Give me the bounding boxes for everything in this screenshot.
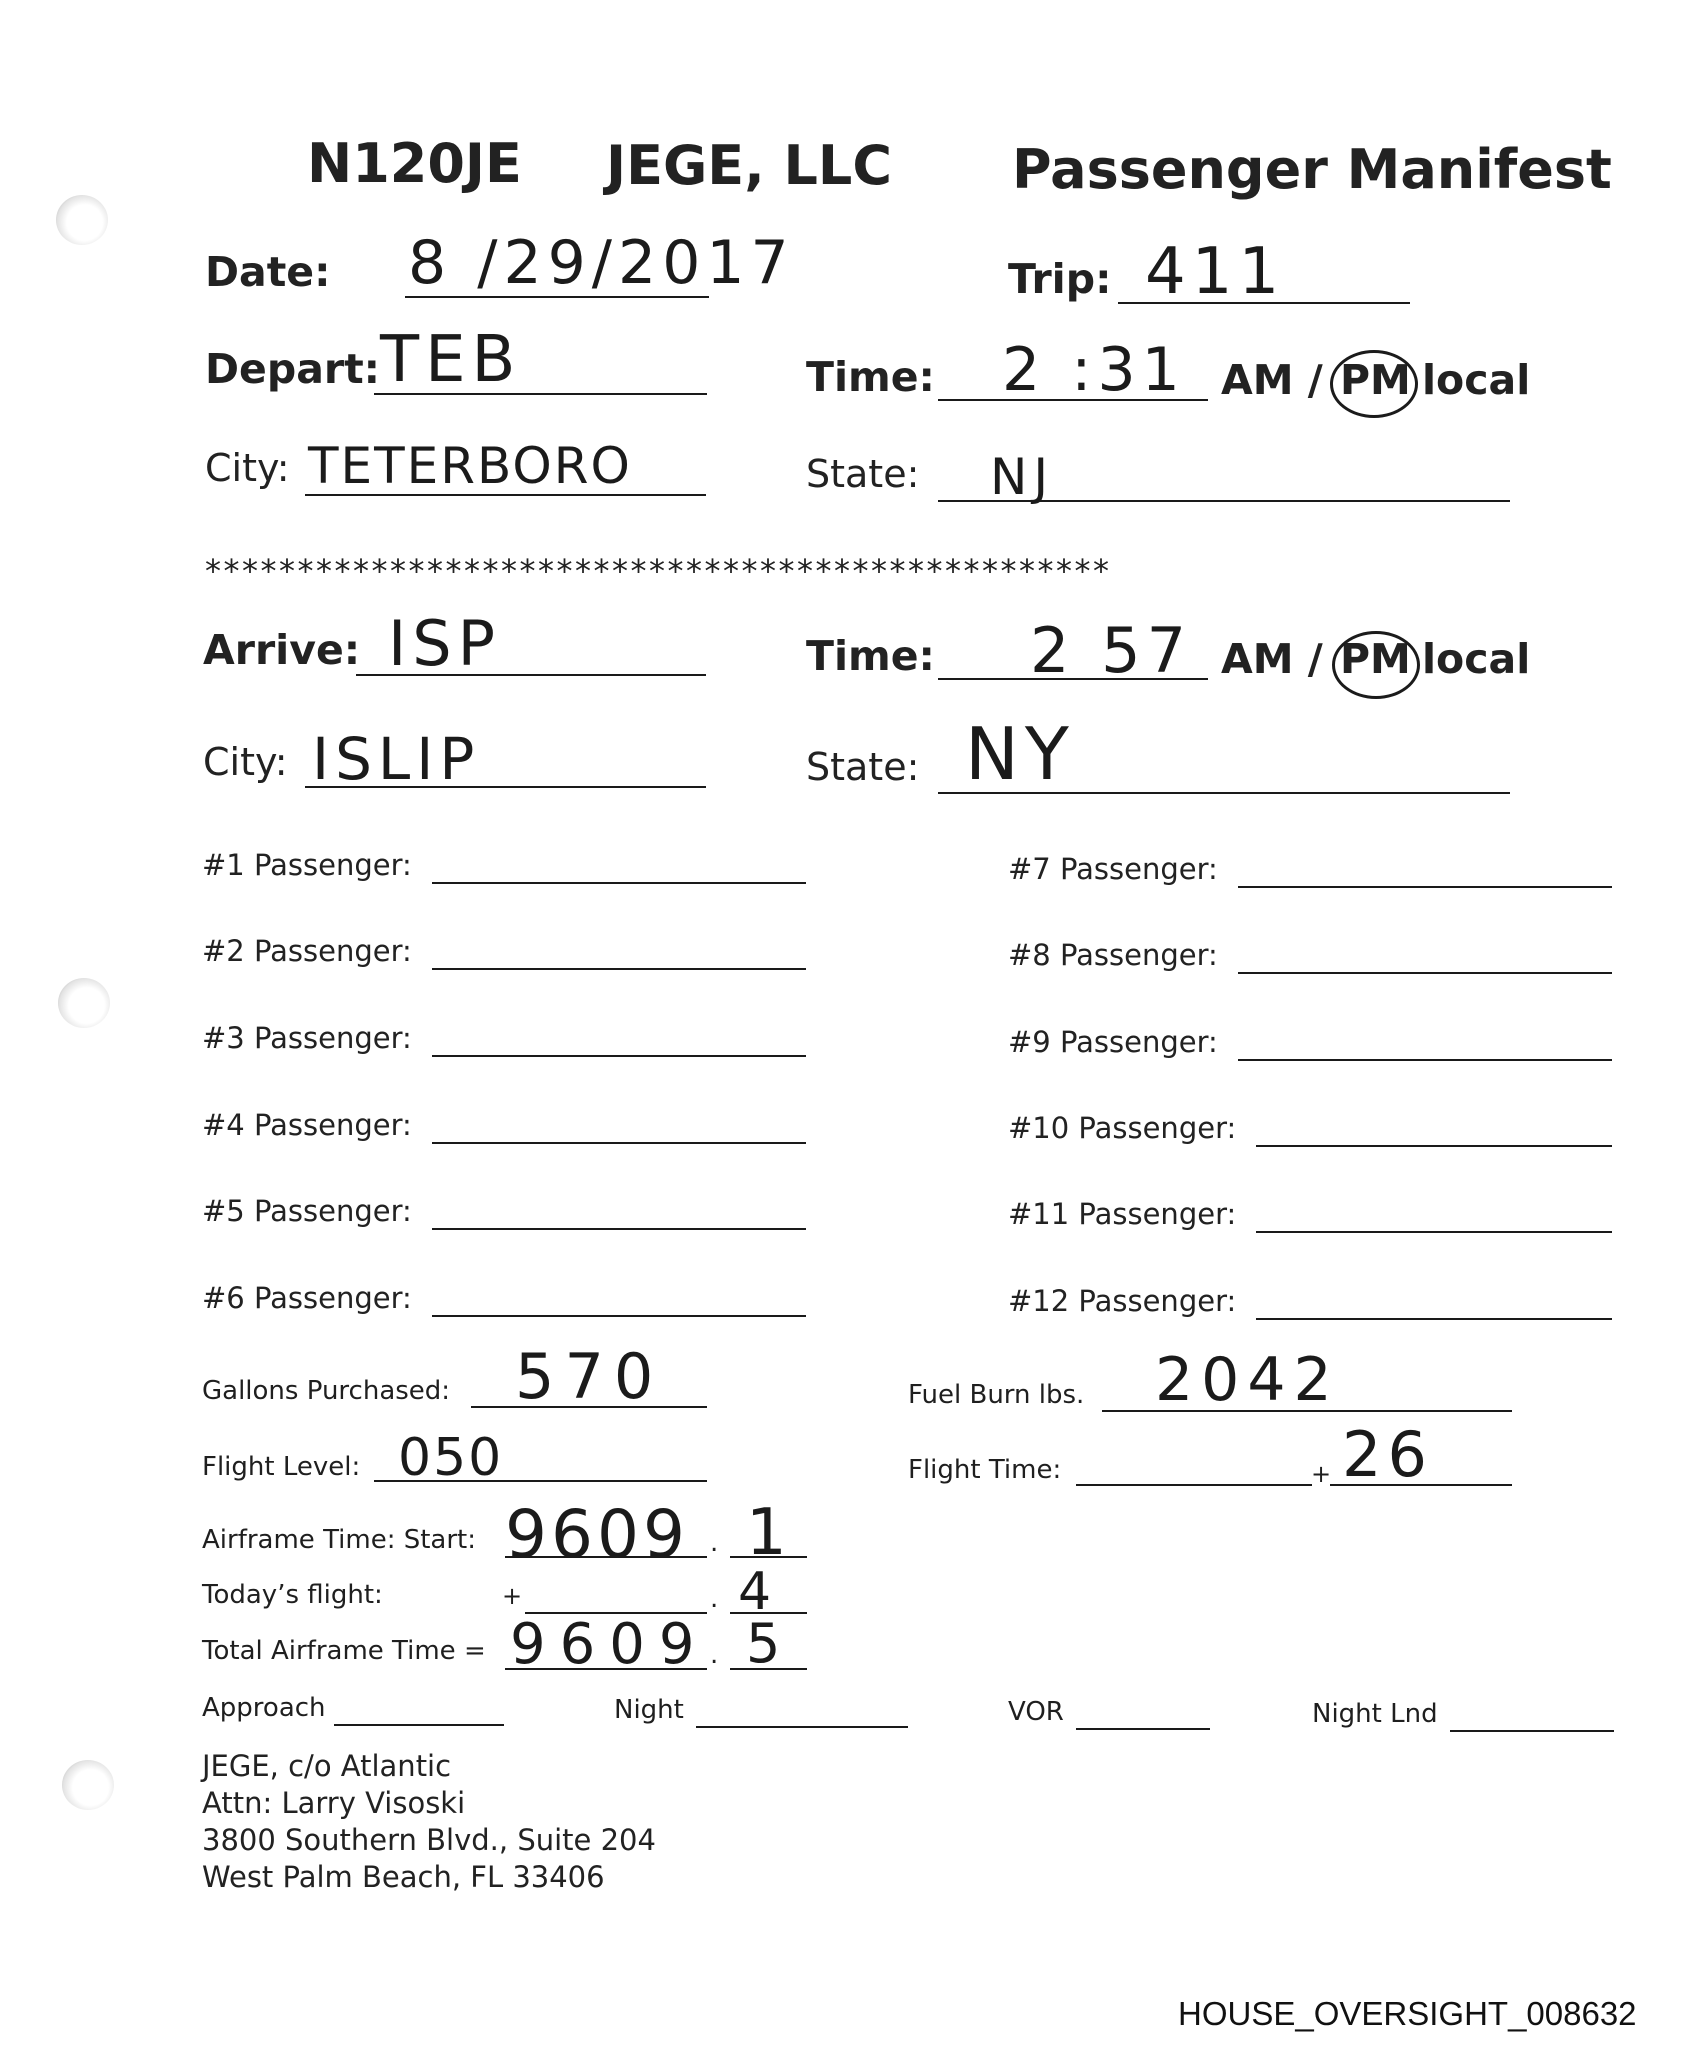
vor-label: VOR [1008,1697,1064,1727]
fuel-burn-handwritten[interactable]: 2042 [1155,1345,1340,1415]
total-airframe-whole-handwritten[interactable]: 9609 [510,1612,709,1677]
passenger-8-label: #8 Passenger: [1008,938,1218,972]
approach-field-line[interactable] [334,1724,504,1726]
address-line-4: West Palm Beach, FL 33406 [202,1860,605,1894]
arrive-label: Arrive: [203,626,361,674]
passenger-10-label: #10 Passenger: [1008,1111,1237,1145]
arrive-local-label: local [1422,635,1531,683]
depart-state-label: State: [806,452,920,496]
approach-label: Approach [202,1693,326,1723]
binder-hole-top [56,195,108,245]
depart-pm-circle [1330,350,1418,418]
todays-flight-dot: . [710,1584,719,1614]
vor-field-line[interactable] [1076,1728,1210,1730]
binder-hole-bottom [62,1760,114,1810]
arrive-time-handwritten[interactable]: 2 57 [1030,614,1193,687]
depart-local-label: local [1422,356,1531,404]
passenger-6-line[interactable] [432,1315,806,1317]
passenger-8-line[interactable] [1238,972,1612,974]
passenger-4-line[interactable] [432,1142,806,1144]
night-label: Night [614,1695,684,1725]
arrive-am-label: AM / [1221,635,1323,683]
flight-time-label: Flight Time: [908,1455,1062,1485]
depart-city-handwritten[interactable]: TETERBORO [308,437,632,495]
depart-city-label: City: [205,446,290,490]
night-field-line[interactable] [696,1726,908,1728]
flight-level-label: Flight Level: [202,1452,361,1482]
todays-flight-tenth-handwritten[interactable]: 4 [738,1562,778,1622]
night-landing-label: Night Lnd [1312,1699,1438,1729]
fuel-burn-label: Fuel Burn lbs. [908,1380,1085,1410]
todays-flight-plus: + [502,1582,523,1610]
total-airframe-dot: . [710,1640,719,1670]
total-airframe-label: Total Airframe Time = [202,1636,486,1666]
form-title: Passenger Manifest [1012,138,1612,201]
night-landing-field-line[interactable] [1450,1730,1614,1732]
passenger-6-label: #6 Passenger: [202,1281,412,1315]
depart-handwritten[interactable]: TEB [380,323,522,397]
arrive-city-label: City: [203,740,288,784]
passenger-3-label: #3 Passenger: [202,1021,412,1055]
flight-time-hours-line [1076,1484,1312,1486]
passenger-12-label: #12 Passenger: [1008,1284,1237,1318]
depart-state-handwritten[interactable]: NJ [990,448,1055,506]
passenger-10-line[interactable] [1256,1145,1612,1147]
depart-time-label: Time: [806,353,935,401]
gallons-handwritten[interactable]: 570 [515,1340,664,1413]
arrive-state-handwritten[interactable]: NY [965,712,1075,796]
date-handwritten[interactable]: 8 /29/2017 [408,228,795,298]
total-airframe-tenth-handwritten[interactable]: 5 [746,1612,787,1675]
flight-time-plus: + [1311,1460,1332,1488]
depart-am-label: AM / [1221,356,1323,404]
passenger-5-label: #5 Passenger: [202,1194,412,1228]
tail-number: N120JE [307,132,522,195]
arrive-state-label: State: [806,745,920,789]
passenger-11-line[interactable] [1256,1231,1612,1233]
flight-level-handwritten[interactable]: 050 [398,1428,504,1488]
passenger-1-label: #1 Passenger: [202,848,412,882]
trip-handwritten[interactable]: 411 [1145,235,1286,309]
trip-label: Trip: [1008,255,1112,303]
depart-label: Depart: [205,345,381,393]
arrive-pm-circle [1332,631,1420,699]
airframe-start-label: Airframe Time: Start: [202,1525,476,1555]
passenger-7-line[interactable] [1238,886,1612,888]
todays-flight-label: Today’s flight: [202,1580,383,1610]
passenger-1-line[interactable] [432,882,806,884]
passenger-11-label: #11 Passenger: [1008,1197,1237,1231]
airframe-start-tenth-handwritten[interactable]: 1 [746,1496,793,1570]
passenger-2-line[interactable] [432,968,806,970]
passenger-3-line[interactable] [432,1055,806,1057]
airframe-start-dot: . [710,1528,719,1558]
address-line-2: Attn: Larry Visoski [202,1786,466,1820]
passenger-9-line[interactable] [1238,1059,1612,1061]
depart-time-handwritten[interactable]: 2 :31 [1002,335,1186,405]
passenger-9-label: #9 Passenger: [1008,1025,1218,1059]
arrive-city-handwritten[interactable]: ISLIP [312,725,481,793]
depart-pm-label: PM [1340,356,1411,404]
arrive-time-label: Time: [806,632,935,680]
flight-time-handwritten[interactable]: 26 [1342,1418,1433,1491]
arrive-pm-label: PM [1340,635,1411,683]
passenger-12-line[interactable] [1256,1318,1612,1320]
arrive-handwritten[interactable]: ISP [388,607,502,680]
date-label: Date: [205,248,331,296]
address-line-3: 3800 Southern Blvd., Suite 204 [202,1823,656,1857]
address-line-1: JEGE, c/o Atlantic [202,1749,452,1783]
passenger-2-label: #2 Passenger: [202,934,412,968]
document-id: HOUSE_OVERSIGHT_008632 [1178,1995,1637,2032]
airframe-start-whole-handwritten[interactable]: 9609 [505,1496,689,1573]
company-name: JEGE, LLC [606,134,892,197]
passenger-4-label: #4 Passenger: [202,1108,412,1142]
gallons-label: Gallons Purchased: [202,1376,451,1406]
asterisk-separator: ************************************************* [205,552,1112,590]
passenger-7-label: #7 Passenger: [1008,852,1218,886]
passenger-5-line[interactable] [432,1228,806,1230]
binder-hole-middle [58,978,110,1028]
